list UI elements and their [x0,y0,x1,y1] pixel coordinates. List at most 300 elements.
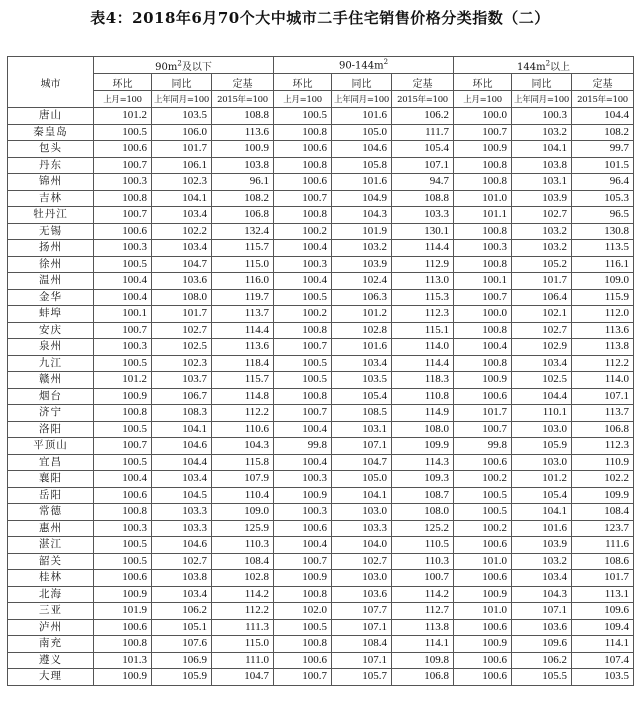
value-cell: 96.1 [212,174,274,191]
value-cell: 100.3 [512,108,572,125]
value-cell: 108.2 [572,124,634,141]
value-cell: 104.7 [332,454,392,471]
table-row [8,504,634,521]
value-cell: 107.1 [572,388,634,405]
value-cell: 101.2 [94,108,152,125]
value-cell: 105.3 [572,190,634,207]
value-cell: 108.4 [572,504,634,521]
value-cell: 103.4 [332,355,392,372]
value-cell: 100.5 [274,108,332,125]
value-cell: 103.6 [152,273,212,290]
table-row [8,322,634,339]
value-cell: 100.3 [274,471,332,488]
value-cell: 109.6 [512,636,572,653]
table-row [8,669,634,686]
value-cell: 106.2 [152,603,212,620]
value-cell: 100.2 [454,471,512,488]
table-row [8,471,634,488]
value-cell: 101.1 [454,207,512,224]
value-cell: 114.9 [392,405,454,422]
value-cell: 114.4 [212,322,274,339]
value-cell: 106.2 [392,108,454,125]
value-cell: 102.2 [152,223,212,240]
group-header: $144m^2$以上 [454,57,634,74]
value-cell: 115.0 [212,636,274,653]
value-cell: 109.0 [212,504,274,521]
city-cell: 唐山 [8,108,94,125]
city-cell: 南充 [8,636,94,653]
value-cell: 113.5 [572,240,634,257]
value-cell: 103.8 [212,157,274,174]
value-cell: 100.8 [94,190,152,207]
value-cell: 106.3 [332,289,392,306]
value-cell: 100.9 [274,487,332,504]
value-cell: 103.5 [572,669,634,686]
value-cell: 102.9 [512,339,572,356]
value-cell: 113.8 [392,619,454,636]
value-cell: 111.0 [212,652,274,669]
value-cell: 103.3 [332,520,392,537]
city-cell: 岳阳 [8,487,94,504]
value-cell: 110.8 [392,388,454,405]
value-cell: 113.6 [212,124,274,141]
city-cell: 洛阳 [8,421,94,438]
value-cell: 105.7 [332,669,392,686]
page-title: 表4：2018年6月70个大中城市二手住宅销售价格分类指数（二） [90,9,550,27]
value-cell: 102.1 [512,306,572,323]
value-cell: 105.4 [332,388,392,405]
value-cell: 104.6 [152,537,212,554]
value-cell: 110.3 [212,537,274,554]
value-cell: 105.0 [332,124,392,141]
value-cell: 103.9 [512,537,572,554]
group-header: $90m^2$及以下 [94,57,274,74]
value-cell: 125.9 [212,520,274,537]
value-cell: 103.6 [332,586,392,603]
value-cell: 99.8 [274,438,332,455]
value-cell: 115.8 [212,454,274,471]
value-cell: 100.8 [274,322,332,339]
value-cell: 106.4 [512,289,572,306]
value-cell: 101.7 [572,570,634,587]
value-cell: 100.7 [454,289,512,306]
value-cell: 101.7 [512,273,572,290]
value-cell: 100.1 [454,273,512,290]
value-cell: 105.9 [512,438,572,455]
value-cell: 103.5 [152,108,212,125]
city-cell: 桂林 [8,570,94,587]
city-cell: 湛江 [8,537,94,554]
value-cell: 114.0 [572,372,634,389]
city-cell: 三亚 [8,603,94,620]
value-cell: 100.5 [94,256,152,273]
value-cell: 105.4 [512,487,572,504]
table-row [8,306,634,323]
group-header: $90-144m^2$ [274,57,454,74]
value-cell: 100.3 [94,339,152,356]
value-cell: 113.8 [572,339,634,356]
city-cell: 遵义 [8,652,94,669]
value-cell: 123.7 [572,520,634,537]
value-cell: 94.7 [392,174,454,191]
table-row [8,223,634,240]
metric-header: 同比 [152,74,212,91]
metric-header: 定基 [572,74,634,91]
value-cell: 100.8 [94,636,152,653]
value-cell: 100.7 [94,322,152,339]
value-cell: 101.9 [94,603,152,620]
value-cell: 113.6 [212,339,274,356]
value-cell: 100.8 [454,256,512,273]
value-cell: 100.6 [454,454,512,471]
city-cell: 无锡 [8,223,94,240]
table-row [8,636,634,653]
value-cell: 101.7 [152,141,212,158]
value-cell: 114.4 [392,355,454,372]
value-cell: 100.5 [94,553,152,570]
value-cell: 103.4 [152,207,212,224]
value-cell: 108.4 [332,636,392,653]
value-cell: 116.0 [212,273,274,290]
value-cell: 108.4 [212,553,274,570]
value-cell: 100.8 [454,355,512,372]
value-cell: 103.9 [332,256,392,273]
value-cell: 100.8 [454,174,512,191]
value-cell: 106.8 [572,421,634,438]
table-row [8,157,634,174]
table-row [8,438,634,455]
metric-header: 同比 [512,74,572,91]
table-row [8,141,634,158]
value-cell: 100.9 [454,636,512,653]
value-cell: 103.0 [512,421,572,438]
value-cell: 114.0 [392,339,454,356]
base-header: 上月=100 [274,91,332,108]
value-cell: 114.2 [212,586,274,603]
value-cell: 101.6 [332,108,392,125]
value-cell: 96.4 [572,174,634,191]
value-cell: 109.0 [572,273,634,290]
value-cell: 101.3 [94,652,152,669]
value-cell: 100.6 [94,619,152,636]
value-cell: 102.3 [152,355,212,372]
city-column-header: 城市 [8,57,94,108]
value-cell: 102.7 [152,322,212,339]
value-cell: 114.8 [212,388,274,405]
metric-header: 定基 [392,74,454,91]
value-cell: 111.6 [572,537,634,554]
value-cell: 100.3 [94,240,152,257]
value-cell: 100.6 [274,174,332,191]
value-cell: 100.4 [274,454,332,471]
city-cell: 包头 [8,141,94,158]
value-cell: 115.3 [392,289,454,306]
value-cell: 105.5 [512,669,572,686]
value-cell: 112.2 [572,355,634,372]
value-cell: 110.3 [392,553,454,570]
value-cell: 100.5 [274,289,332,306]
value-cell: 100.8 [274,157,332,174]
table-row [8,256,634,273]
value-cell: 113.1 [572,586,634,603]
table-row [8,603,634,620]
value-cell: 101.7 [454,405,512,422]
value-cell: 100.4 [274,421,332,438]
city-cell: 金华 [8,289,94,306]
base-header: 2015年=100 [212,91,274,108]
value-cell: 102.8 [332,322,392,339]
value-cell: 101.0 [454,553,512,570]
value-cell: 103.4 [512,355,572,372]
value-cell: 107.7 [332,603,392,620]
value-cell: 100.5 [94,537,152,554]
value-cell: 114.1 [392,636,454,653]
value-cell: 101.5 [572,157,634,174]
value-cell: 103.4 [152,586,212,603]
value-cell: 100.9 [94,586,152,603]
value-cell: 100.9 [94,388,152,405]
value-cell: 100.4 [94,273,152,290]
value-cell: 101.7 [152,306,212,323]
city-cell: 平顶山 [8,438,94,455]
value-cell: 101.0 [454,190,512,207]
value-cell: 113.0 [392,273,454,290]
value-cell: 112.2 [212,603,274,620]
value-cell: 109.6 [572,603,634,620]
value-cell: 106.0 [152,124,212,141]
value-cell: 102.7 [512,322,572,339]
value-cell: 113.6 [572,322,634,339]
value-cell: 115.7 [212,240,274,257]
value-cell: 102.4 [332,273,392,290]
city-cell: 温州 [8,273,94,290]
value-cell: 105.4 [392,141,454,158]
city-cell: 常德 [8,504,94,521]
value-cell: 103.2 [512,553,572,570]
value-cell: 103.2 [512,240,572,257]
city-cell: 泸州 [8,619,94,636]
value-cell: 102.7 [512,207,572,224]
value-cell: 103.0 [332,504,392,521]
value-cell: 102.7 [152,553,212,570]
value-cell: 102.8 [212,570,274,587]
value-cell: 104.3 [512,586,572,603]
value-cell: 105.9 [152,669,212,686]
value-cell: 100.9 [274,570,332,587]
value-cell: 104.1 [512,141,572,158]
value-cell: 100.7 [274,339,332,356]
table-row [8,520,634,537]
city-cell: 蚌埠 [8,306,94,323]
value-cell: 100.6 [274,520,332,537]
value-cell: 99.8 [454,438,512,455]
value-cell: 100.4 [94,471,152,488]
value-cell: 100.8 [454,157,512,174]
value-cell: 100.6 [454,537,512,554]
value-cell: 103.2 [512,223,572,240]
value-cell: 100.7 [274,190,332,207]
city-cell: 大理 [8,669,94,686]
value-cell: 104.3 [212,438,274,455]
value-cell: 103.4 [152,240,212,257]
value-cell: 100.4 [274,240,332,257]
value-cell: 101.9 [332,223,392,240]
table-row [8,273,634,290]
value-cell: 109.4 [572,619,634,636]
city-cell: 安庆 [8,322,94,339]
value-cell: 110.6 [212,421,274,438]
value-cell: 96.5 [572,207,634,224]
metric-header: 环比 [94,74,152,91]
value-cell: 103.2 [332,240,392,257]
table-row [8,421,634,438]
value-cell: 104.3 [332,207,392,224]
value-cell: 104.0 [332,537,392,554]
value-cell: 109.9 [392,438,454,455]
value-cell: 113.7 [572,405,634,422]
value-cell: 104.4 [572,108,634,125]
value-cell: 102.3 [152,174,212,191]
value-cell: 115.0 [212,256,274,273]
city-cell: 北海 [8,586,94,603]
city-cell: 烟台 [8,388,94,405]
value-cell: 100.1 [94,306,152,323]
value-cell: 103.9 [512,190,572,207]
value-cell: 108.5 [332,405,392,422]
value-cell: 100.2 [454,520,512,537]
city-cell: 锦州 [8,174,94,191]
city-cell: 徐州 [8,256,94,273]
value-cell: 100.3 [94,174,152,191]
value-cell: 112.9 [392,256,454,273]
value-cell: 100.9 [212,141,274,158]
value-cell: 112.2 [212,405,274,422]
table-row [8,487,634,504]
table-row [8,570,634,587]
value-cell: 100.9 [454,372,512,389]
value-cell: 103.4 [512,570,572,587]
value-cell: 100.8 [274,388,332,405]
value-cell: 125.2 [392,520,454,537]
table-row [8,652,634,669]
value-cell: 100.4 [274,273,332,290]
value-cell: 100.4 [454,339,512,356]
value-cell: 100.7 [274,553,332,570]
value-cell: 104.4 [152,454,212,471]
value-cell: 132.4 [212,223,274,240]
value-cell: 100.7 [94,438,152,455]
value-cell: 103.4 [152,471,212,488]
value-cell: 104.5 [152,487,212,504]
metric-header: 环比 [274,74,332,91]
value-cell: 100.6 [454,669,512,686]
value-cell: 114.3 [392,454,454,471]
base-header: 2015年=100 [572,91,634,108]
value-cell: 115.9 [572,289,634,306]
value-cell: 109.9 [572,487,634,504]
value-cell: 100.5 [274,372,332,389]
value-cell: 118.4 [212,355,274,372]
value-cell: 108.0 [392,421,454,438]
value-cell: 100.5 [274,355,332,372]
value-cell: 114.2 [392,586,454,603]
value-cell: 115.1 [392,322,454,339]
value-cell: 107.9 [212,471,274,488]
base-header: 上月=100 [94,91,152,108]
metric-header: 环比 [454,74,512,91]
value-cell: 101.0 [454,603,512,620]
value-cell: 106.8 [212,207,274,224]
value-cell: 103.3 [152,504,212,521]
value-cell: 108.0 [152,289,212,306]
city-cell: 宜昌 [8,454,94,471]
value-cell: 110.9 [572,454,634,471]
value-cell: 110.4 [212,487,274,504]
table-row [8,388,634,405]
value-cell: 103.0 [332,570,392,587]
value-cell: 107.1 [332,619,392,636]
value-cell: 99.7 [572,141,634,158]
value-cell: 100.7 [454,124,512,141]
value-cell: 104.1 [332,487,392,504]
value-cell: 115.7 [212,372,274,389]
value-cell: 106.2 [512,652,572,669]
table-row [8,190,634,207]
base-header: 上月=100 [454,91,512,108]
value-cell: 101.6 [332,339,392,356]
city-cell: 惠州 [8,520,94,537]
value-cell: 100.2 [274,223,332,240]
value-cell: 107.1 [332,438,392,455]
value-cell: 100.8 [94,405,152,422]
value-cell: 118.3 [392,372,454,389]
table-row [8,339,634,356]
value-cell: 104.6 [332,141,392,158]
value-cell: 130.1 [392,223,454,240]
value-cell: 114.4 [392,240,454,257]
value-cell: 100.7 [274,669,332,686]
value-cell: 100.2 [274,306,332,323]
table-row [8,355,634,372]
metric-header: 定基 [212,74,274,91]
table-row [8,124,634,141]
city-cell: 秦皇岛 [8,124,94,141]
base-header: 上年同月=100 [152,91,212,108]
value-cell: 100.3 [274,504,332,521]
table-row [8,553,634,570]
value-cell: 100.7 [454,421,512,438]
table-row [8,586,634,603]
value-cell: 105.8 [332,157,392,174]
value-cell: 100.9 [454,586,512,603]
value-cell: 100.8 [274,586,332,603]
table-row [8,207,634,224]
value-cell: 103.8 [512,157,572,174]
table-row [8,289,634,306]
city-cell: 韶关 [8,553,94,570]
value-cell: 100.7 [274,405,332,422]
value-cell: 100.5 [274,619,332,636]
value-cell: 100.8 [274,124,332,141]
value-cell: 100.6 [274,652,332,669]
value-cell: 104.1 [152,421,212,438]
value-cell: 100.0 [454,306,512,323]
value-cell: 111.3 [212,619,274,636]
value-cell: 104.6 [152,438,212,455]
value-cell: 103.2 [512,124,572,141]
city-cell: 襄阳 [8,471,94,488]
value-cell: 110.1 [512,405,572,422]
